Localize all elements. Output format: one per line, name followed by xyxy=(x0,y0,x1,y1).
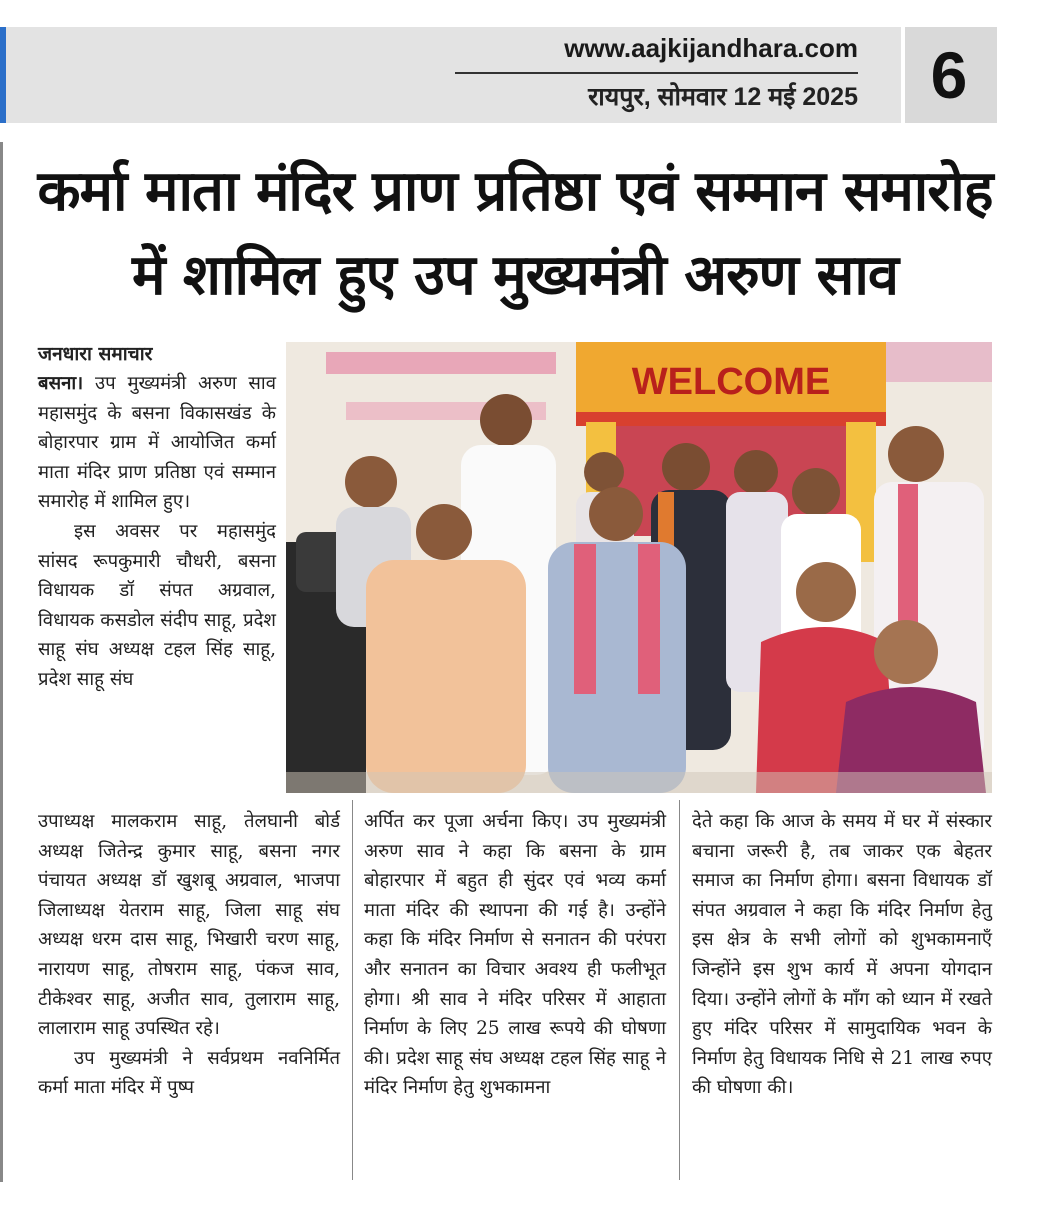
article-column-1-bottom xyxy=(38,807,340,1103)
column-2-text: अर्पित कर पूजा अर्चना किए। उप मुख्यमंत्री अरुण साव ने कहा कि बसना के ग्राम बोहारपार में बहुत ही सुंदर एवं भव्य कर्मा माता मंदिर की स्थापना की गई है। उन्होंने कहा कि मंदिर निर्माण से सनातन की परंपरा और सनातन का विचार अवश्य ही फलीभूत होगा। श्री साव ने मंदिर परिसर में आहाता निर्माण के लिए 25 लाख रूपये की घोषणा की। प्रदेश साहू संघ अध्यक्ष टहल सिंह साहू ने मंदिर निर्माण हेतु शुभकामना xyxy=(364,811,666,1099)
paragraph-2-part-2: उपाध्यक्ष मालकराम साहू, तेलघानी बोर्ड अध्यक्ष जितेन्द्र कुमार साहू, बसना नगर पंचायत अध्यक्ष डॉ खुशबू अग्रवाल, भाजपा जिलाध्यक्ष येतराम साहू, जिला साहू संघ अध्यक्ष धरम दास साहू, भिखारी चरण साहू, नारायण साहू, तोषराम साहू, पंकज साव, टीकेश्वर साहू, अजीत साव, तुलाराम साहू, लालाराम साहू उपस्थित रहे। xyxy=(38,811,340,1040)
welcome-banner: WELCOME xyxy=(631,361,831,403)
issue-dateline: रायपुर, सोमवार 12 मई 2025 xyxy=(588,83,858,111)
paragraph-3: उप मुख्यमंत्री ने सर्वप्रथम नवनिर्मित कर्मा माता मंदिर में पुष्प xyxy=(38,1047,340,1099)
headline-line-1: कर्मा माता मंदिर प्राण प्रतिष्ठा एवं सम्मान समारोह xyxy=(37,159,993,224)
column-3-text: देते कहा कि आज के समय में घर में संस्कार बचाना जरूरी है, तब जाकर एक बेहतर समाज का निर्माण होगा। बसना विधायक डॉ संपत अग्रवाल ने कहा कि मंदिर निर्माण हेतु इस क्षेत्र के सभी लोगों को शुभकामनाएँ जिन्होंने इस शुभ कार्य में अपना योगदान दिया। उन्होंने लोगों के माँग को ध्यान में रखते हुए मंदिर परिसर में सामुदायिक भवन के निर्माण हेतु विधायक निधि से 21 लाख रुपए की घोषणा की। xyxy=(692,811,992,1099)
article-column-2 xyxy=(364,807,666,1103)
event-photo xyxy=(286,342,992,793)
paragraph-2-part-1: इस अवसर पर महासमुंद सांसद रूपकुमारी चौधरी, बसना विधायक डॉ संपत अग्रवाल, विधायक कसडोल संदीप साहू, प्रदेश साहू संघ अध्यक्ष टहल सिंह साहू, प्रदेश साहू संघ xyxy=(38,520,276,690)
masthead-divider xyxy=(455,72,858,74)
left-margin-rule xyxy=(0,142,3,1182)
paragraph-1 xyxy=(38,369,276,517)
website-url[interactable]: www.aajkijandhara.com xyxy=(564,33,858,63)
masthead-accent xyxy=(0,27,6,123)
event-photo-illustration xyxy=(286,342,992,793)
byline: जनधारा समाचार xyxy=(38,343,153,365)
page-number: 6 xyxy=(930,38,968,112)
article-column-1-top xyxy=(38,369,276,695)
column-divider-1 xyxy=(352,800,353,1180)
paragraph-1-text: उप मुख्यमंत्री अरुण साव महासमुंद के बसना विकासखंड के बोहारपार ग्राम में आयोजित कर्मा माता मंदिर प्राण प्रतिष्ठा एवं सम्मान समारोह में शामिल हुए। xyxy=(38,373,276,513)
article-column-3 xyxy=(692,807,992,1103)
headline-line-2: में शामिल हुए उप मुख्यमंत्री अरुण साव xyxy=(131,243,899,308)
headline xyxy=(20,150,1010,318)
column-divider-2 xyxy=(679,800,680,1180)
dateline-place: बसना। xyxy=(38,373,84,394)
